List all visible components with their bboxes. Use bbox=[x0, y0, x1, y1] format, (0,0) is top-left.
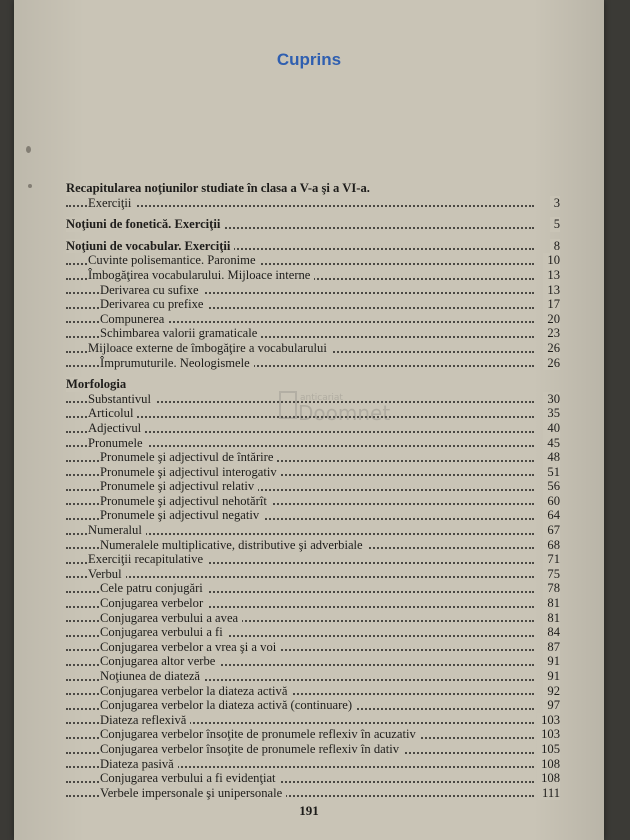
toc-entry-title: Noţiunea de diateză bbox=[100, 669, 204, 684]
toc-entry bbox=[66, 757, 560, 772]
toc-entry-title: Cuvinte polisemantice. Paronime bbox=[88, 253, 260, 268]
toc-entry-page: 40 bbox=[543, 421, 560, 436]
toc-entry-page: 48 bbox=[543, 450, 560, 465]
toc-entry bbox=[66, 698, 560, 713]
toc-entry bbox=[66, 494, 560, 509]
toc-entry-page: 26 bbox=[543, 341, 560, 356]
toc-entry-title: Substantivul bbox=[88, 392, 155, 407]
toc-entry-title: Adjectivul bbox=[88, 421, 145, 436]
toc-entry-page: 13 bbox=[543, 283, 560, 298]
toc-entry bbox=[66, 567, 560, 582]
page-title: Cuprins bbox=[276, 50, 342, 69]
toc-entry bbox=[66, 465, 560, 480]
toc-entry bbox=[66, 436, 560, 451]
toc-entry-title: Conjugarea verbelor bbox=[100, 596, 207, 611]
toc-entry bbox=[66, 727, 560, 742]
toc-entry bbox=[66, 421, 560, 436]
toc-entry-title: Mijloace externe de îmbogăţire a vocabularului bbox=[88, 341, 331, 356]
toc-entry bbox=[66, 771, 560, 786]
toc-entry-page: 111 bbox=[538, 786, 560, 801]
toc-entry-title: Schimbarea valorii gramaticale bbox=[100, 326, 261, 341]
toc-entry bbox=[66, 508, 560, 523]
toc-entry bbox=[66, 684, 560, 699]
toc-entry bbox=[66, 377, 560, 392]
toc-entry-title: Pronumele şi adjectivul nehotărît bbox=[100, 494, 271, 509]
toc-entry-page: 35 bbox=[543, 406, 560, 421]
toc-entry-title: Conjugarea verbelor însoţite de pronumele reflexiv în acuzativ bbox=[100, 727, 420, 742]
toc-entry-page: 3 bbox=[550, 196, 560, 211]
toc-entry-page: 92 bbox=[543, 684, 560, 699]
toc-entry-title: Verbele impersonale şi unipersonale bbox=[100, 786, 286, 801]
toc-entry-page: 87 bbox=[543, 640, 560, 655]
toc-entry bbox=[66, 341, 560, 356]
toc-entry-page: 64 bbox=[543, 508, 560, 523]
watermark-line1: anticariat bbox=[300, 393, 343, 403]
toc-entry-title: Pronumele şi adjectivul interogativ bbox=[100, 465, 281, 480]
toc-entry-title: Verbul bbox=[88, 567, 126, 582]
toc-entry bbox=[66, 479, 560, 494]
toc-entry bbox=[66, 406, 560, 421]
toc-entry bbox=[66, 268, 560, 283]
watermark-line2: Doomnet bbox=[298, 401, 391, 425]
toc-entry bbox=[66, 356, 560, 371]
toc-entry-title: Diateza reflexivă bbox=[100, 713, 190, 728]
toc-entry bbox=[66, 552, 560, 567]
toc-entry-page: 68 bbox=[543, 538, 560, 553]
toc-entry-page: 103 bbox=[537, 727, 560, 742]
toc-entry-page: 75 bbox=[543, 567, 560, 582]
toc-entry-page: 103 bbox=[537, 713, 560, 728]
page-number: 191 bbox=[299, 803, 319, 818]
toc-entry-page: 56 bbox=[543, 479, 560, 494]
toc-entry-title: Conjugarea altor verbe bbox=[100, 654, 219, 669]
toc-entry bbox=[66, 669, 560, 684]
table-of-contents bbox=[66, 181, 560, 800]
toc-entry-page: 10 bbox=[543, 253, 560, 268]
toc-entry-page: 45 bbox=[543, 436, 560, 451]
toc-entry-page: 78 bbox=[543, 581, 560, 596]
toc-entry-title: Derivarea cu sufixe bbox=[100, 283, 203, 298]
toc-entry-title: Conjugarea verbelor a vrea şi a voi bbox=[100, 640, 280, 655]
toc-entry bbox=[66, 625, 560, 640]
toc-entry-title: Conjugarea verbului a avea bbox=[100, 611, 242, 626]
toc-entry-page: 108 bbox=[537, 757, 560, 772]
toc-entry-title: Recapitularea noţiunilor studiate în clasa a V-a şi a VI-a. bbox=[66, 181, 374, 196]
toc-entry bbox=[66, 217, 560, 232]
toc-entry-title: Articolul bbox=[88, 406, 137, 421]
toc-entry-page: 91 bbox=[543, 669, 560, 684]
toc-entry bbox=[66, 581, 560, 596]
toc-entry-page: 67 bbox=[543, 523, 560, 538]
book-page bbox=[14, 0, 604, 840]
toc-entry-page: 108 bbox=[537, 771, 560, 786]
toc-entry-page: 105 bbox=[537, 742, 560, 757]
toc-entry bbox=[66, 297, 560, 312]
toc-entry bbox=[66, 312, 560, 327]
toc-entry bbox=[66, 654, 560, 669]
toc-entry bbox=[66, 239, 560, 254]
toc-entry-page: 91 bbox=[543, 654, 560, 669]
toc-entry-page: 30 bbox=[543, 392, 560, 407]
toc-entry-page: 71 bbox=[543, 552, 560, 567]
toc-entry bbox=[66, 326, 560, 341]
toc-entry-title: Conjugarea verbelor însoţite de pronumele reflexiv în dativ bbox=[100, 742, 403, 757]
toc-entry bbox=[66, 181, 560, 196]
toc-entry bbox=[66, 283, 560, 298]
toc-entry bbox=[66, 523, 560, 538]
toc-entry-title: Conjugarea verbului a fi bbox=[100, 625, 227, 640]
toc-entry-page: 84 bbox=[543, 625, 560, 640]
toc-entry bbox=[66, 742, 560, 757]
dot-leader bbox=[66, 575, 534, 578]
toc-entry-title: Compunerea bbox=[100, 312, 168, 327]
toc-entry-page: 23 bbox=[543, 326, 560, 341]
toc-entry-page: 97 bbox=[543, 698, 560, 713]
toc-entry-page: 5 bbox=[550, 217, 560, 232]
toc-entry-title: Exerciţii recapitulative bbox=[88, 552, 207, 567]
page-blemish bbox=[28, 184, 32, 188]
toc-entry bbox=[66, 640, 560, 655]
toc-entry-page: 81 bbox=[543, 611, 560, 626]
toc-entry-title: Pronumele şi adjectivul relativ bbox=[100, 479, 258, 494]
toc-entry-title: Derivarea cu prefixe bbox=[100, 297, 207, 312]
toc-entry-title: Pronumele şi adjectivul de întărire bbox=[100, 450, 277, 465]
toc-entry bbox=[66, 611, 560, 626]
toc-entry-page: 17 bbox=[543, 297, 560, 312]
toc-entry-page: 51 bbox=[543, 465, 560, 480]
toc-entry-title: Conjugarea verbelor la diateza activă (continuare) bbox=[100, 698, 356, 713]
dot-leader bbox=[66, 204, 534, 207]
toc-entry-title: Pronumele şi adjectivul negativ bbox=[100, 508, 263, 523]
toc-entry-title: Morfologia bbox=[66, 377, 130, 392]
toc-entry-title: Pronumele bbox=[88, 436, 147, 451]
toc-entry-title: Noţiuni de fonetică. Exerciţii bbox=[66, 217, 224, 232]
toc-entry-page: 26 bbox=[543, 356, 560, 371]
toc-entry bbox=[66, 713, 560, 728]
toc-entry-title: Conjugarea verbelor la diateza activă bbox=[100, 684, 291, 699]
toc-entry bbox=[66, 786, 560, 801]
toc-entry-title: Conjugarea verbului a fi evidenţiat bbox=[100, 771, 280, 786]
toc-entry bbox=[66, 196, 560, 211]
toc-entry-page: 20 bbox=[543, 312, 560, 327]
toc-entry bbox=[66, 392, 560, 407]
toc-entry bbox=[66, 596, 560, 611]
toc-entry-page: 8 bbox=[550, 239, 560, 254]
toc-entry-title: Numeralul bbox=[88, 523, 146, 538]
toc-entry-page: 60 bbox=[543, 494, 560, 509]
toc-entry-title: Noţiuni de vocabular. Exerciţii bbox=[66, 239, 234, 254]
page-blemish bbox=[26, 146, 31, 153]
toc-entry-title: Exerciţii bbox=[88, 196, 135, 211]
toc-entry-title: Îmbogăţirea vocabularului. Mijloace interne bbox=[88, 268, 314, 283]
toc-entry-page: 13 bbox=[543, 268, 560, 283]
toc-entry-title: Numeralele multiplicative, distributive şi adverbiale bbox=[100, 538, 367, 553]
toc-entry bbox=[66, 450, 560, 465]
toc-entry bbox=[66, 538, 560, 553]
toc-entry-title: Împrumuturile. Neologismele bbox=[100, 356, 254, 371]
toc-entry-title: Diateza pasivă bbox=[100, 757, 178, 772]
toc-entry-title: Cele patru conjugări bbox=[100, 581, 207, 596]
toc-entry-page: 81 bbox=[543, 596, 560, 611]
toc-entry bbox=[66, 253, 560, 268]
